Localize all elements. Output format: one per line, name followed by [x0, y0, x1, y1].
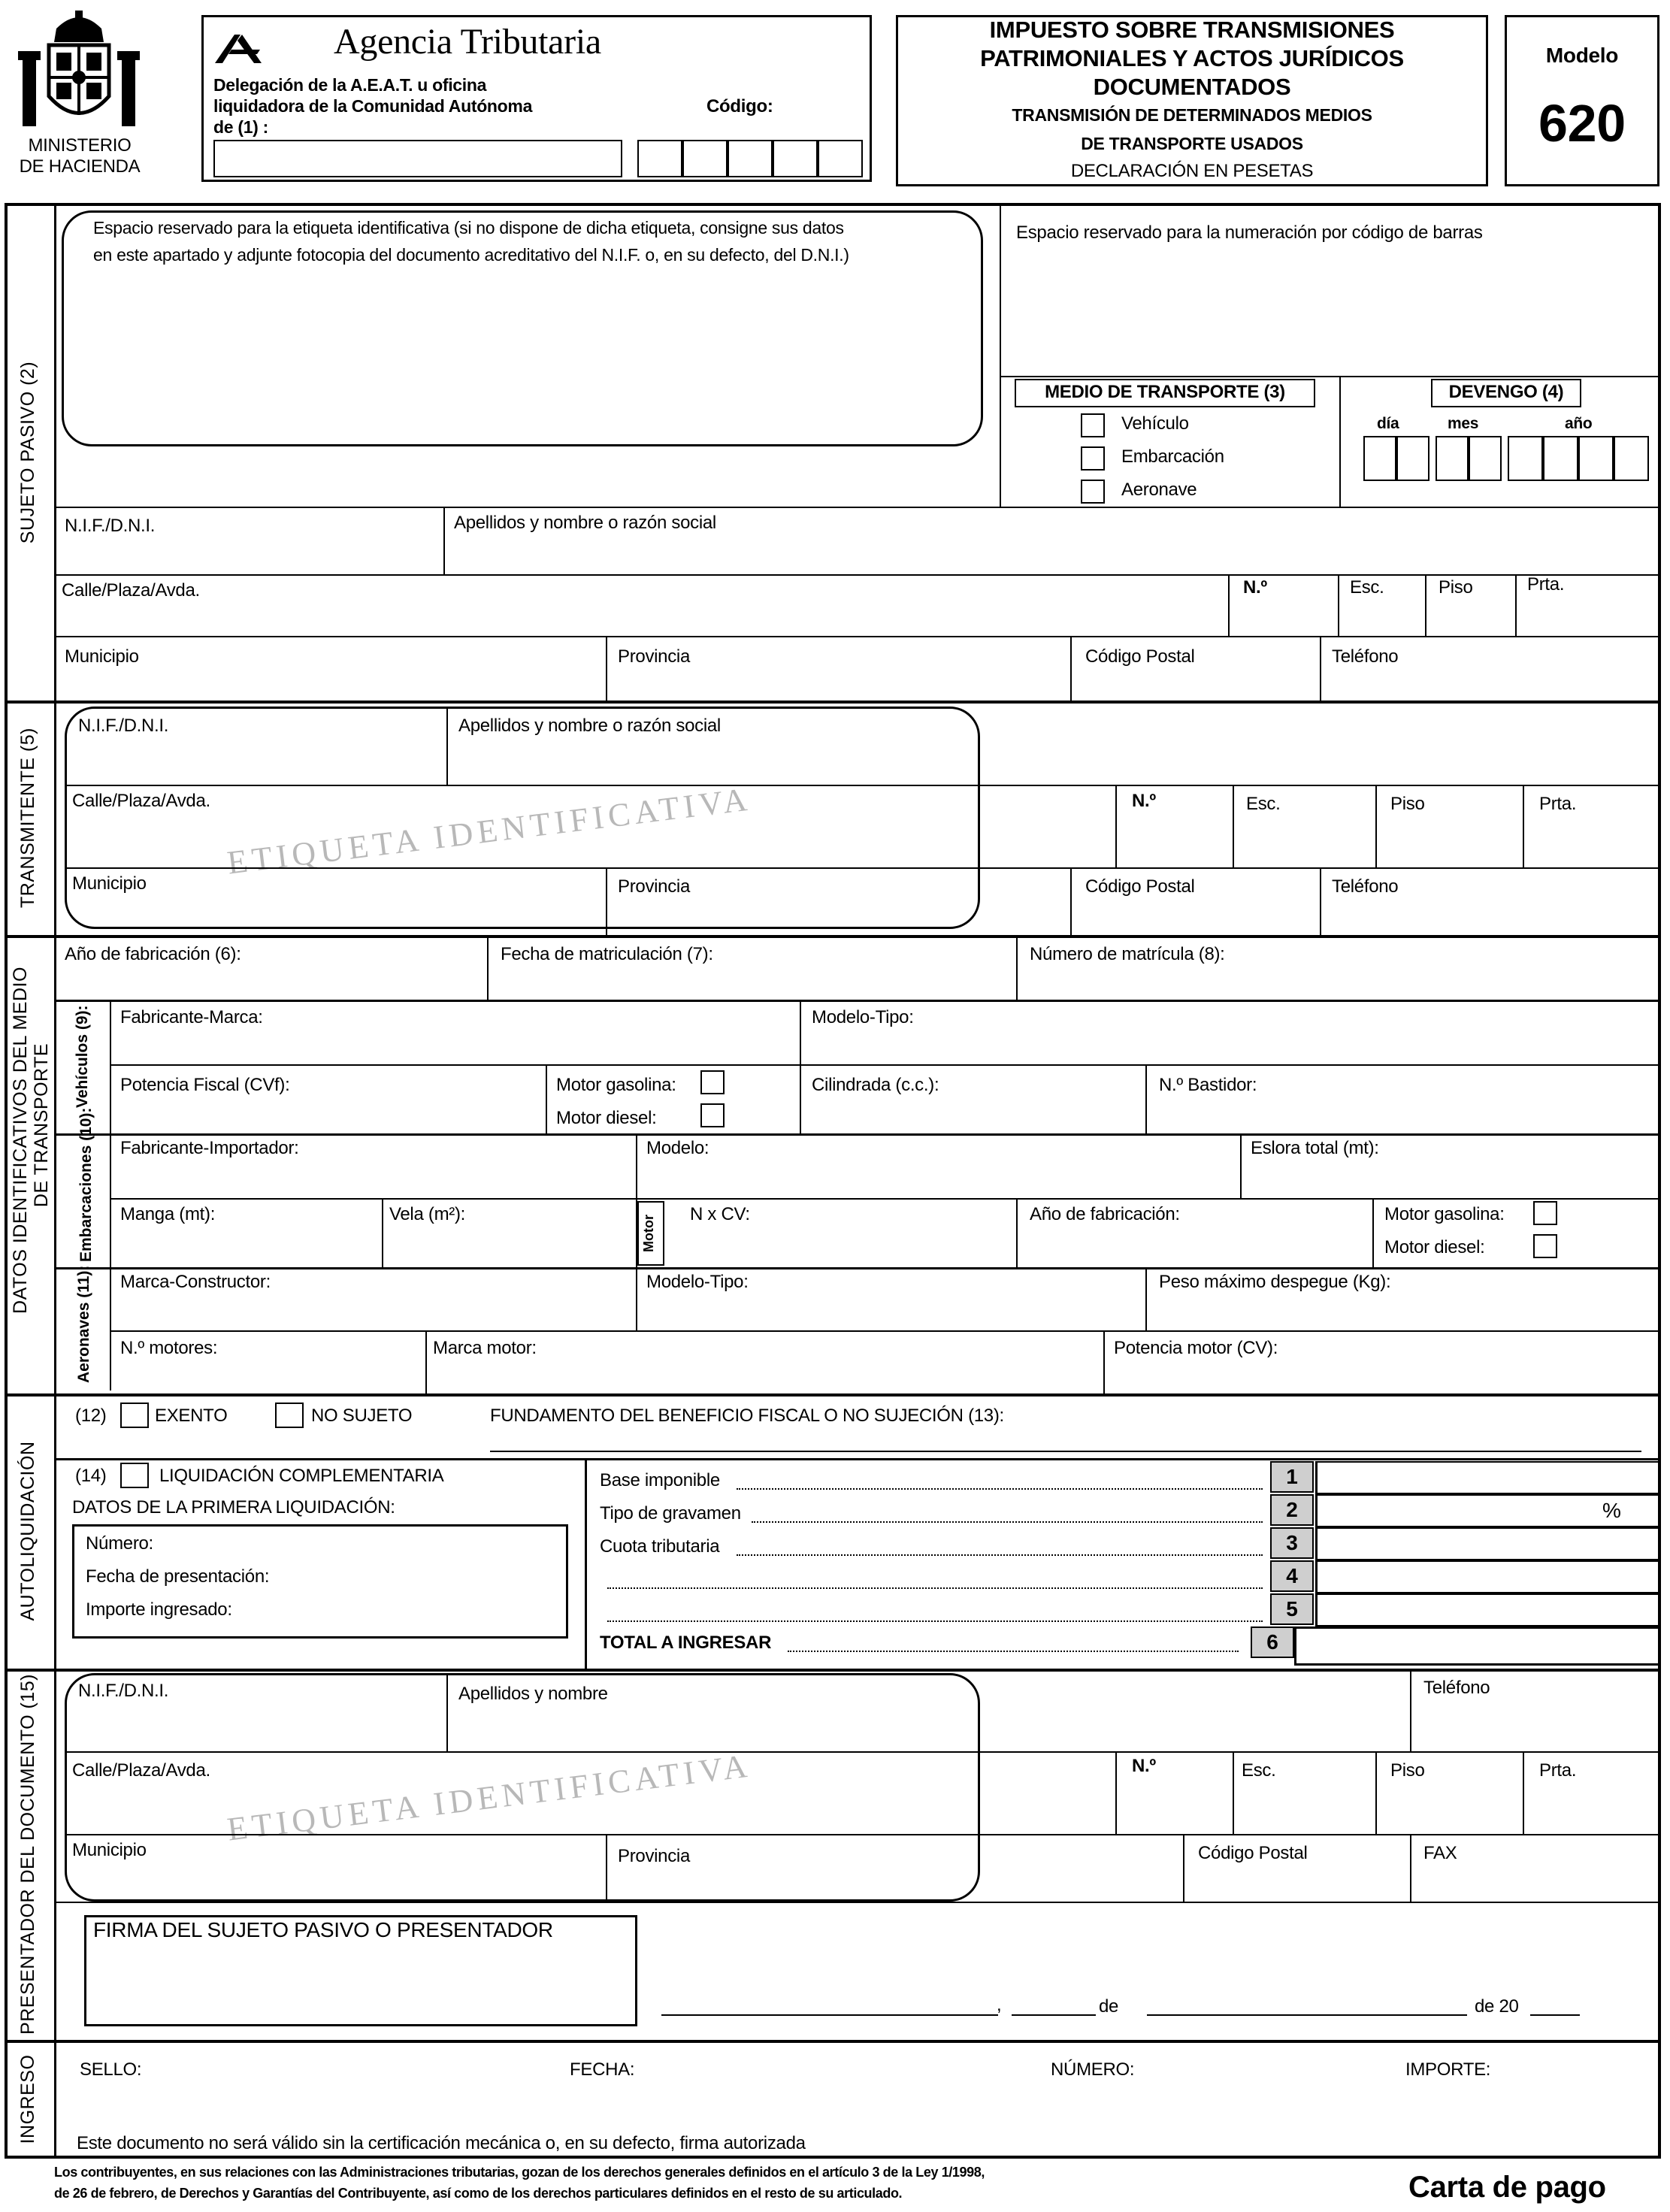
- marca-motor-label: Marca motor:: [433, 1338, 537, 1358]
- datos-row-divider: [110, 1198, 1661, 1200]
- tr-divider: [1115, 785, 1117, 867]
- sp-calle-label: Calle/Plaza/Avda.: [62, 580, 200, 601]
- sp-numero-label: N.º: [1243, 577, 1267, 598]
- medio-title: MEDIO DE TRANSPORTE (3): [1045, 382, 1285, 402]
- sp-telefono-label: Teléfono: [1332, 646, 1399, 667]
- numero-ingreso-label: NÚMERO:: [1051, 2059, 1135, 2080]
- subtitle-line-1: TRANSMISIÓN DE DETERMINADOS MEDIOS: [1012, 105, 1372, 125]
- pr-divider: [1410, 1669, 1411, 1751]
- tr-row-divider: [65, 867, 1661, 869]
- tr-calle-label: Calle/Plaza/Avda.: [72, 791, 210, 811]
- fecha-matric-label: Fecha de matriculación (7):: [501, 944, 713, 964]
- vehiculo-label: Vehículo: [1121, 413, 1189, 434]
- datos-divider: [800, 1064, 801, 1133]
- codigo-label: Código:: [706, 96, 773, 117]
- agency-name: Agencia Tributaria: [334, 22, 601, 62]
- datos-row-divider: [54, 1267, 1661, 1269]
- veh-motor-gasolina-label: Motor gasolina:: [556, 1075, 676, 1095]
- tr-prta-label: Prta.: [1539, 794, 1577, 814]
- datos-row-divider: [110, 1330, 1661, 1332]
- no-sujeto-label: NO SUJETO: [311, 1406, 413, 1426]
- datos-divider: [636, 1133, 637, 1198]
- carta-de-pago: Carta de pago: [1408, 2171, 1606, 2204]
- tr-apellidos-label: Apellidos y nombre o razón social: [458, 716, 721, 736]
- datos-divider: [1145, 1064, 1147, 1133]
- box-3-number: 3: [1270, 1527, 1314, 1559]
- sp-cp-label: Código Postal: [1085, 646, 1195, 667]
- pr-telefono-label: Teléfono: [1423, 1678, 1490, 1698]
- devengo-anio-input[interactable]: [1508, 436, 1649, 481]
- sp-divider: [1515, 574, 1517, 636]
- num-matricula-label: Número de matrícula (8):: [1030, 944, 1225, 964]
- sp-row-2-top: [54, 574, 1661, 576]
- pr-cp-label: Código Postal: [1198, 1843, 1308, 1863]
- cuota-tributaria-label: Cuota tributaria: [600, 1536, 720, 1557]
- tr-divider: [1070, 867, 1072, 935]
- pr-provincia-label: Provincia: [618, 1846, 691, 1866]
- num-12-label: (12): [75, 1406, 107, 1426]
- datos-divider: [1103, 1330, 1105, 1393]
- sp-divider: [1070, 636, 1072, 701]
- no-sujeto-checkbox[interactable]: [275, 1403, 304, 1428]
- sp-divider: [1425, 574, 1426, 636]
- dots-base-imponible: [737, 1488, 1263, 1490]
- sello-label: SELLO:: [80, 2059, 142, 2080]
- embarcaciones-label: Embarcaciones (10):: [77, 1107, 95, 1262]
- total-ingresar-label: TOTAL A INGRESAR: [600, 1633, 772, 1653]
- sp-esc-label: Esc.: [1350, 577, 1384, 598]
- sp-divider: [1338, 574, 1339, 636]
- emb-anio-fab-label: Año de fabricación:: [1030, 1204, 1180, 1224]
- tr-municipio-label: Municipio: [72, 873, 147, 894]
- fundamento-line[interactable]: [490, 1451, 1641, 1452]
- datos-divider: [1145, 1267, 1147, 1330]
- footer-legal-2: de 26 de febrero, de Derechos y Garantías del Contribuyente, así como de los derechos particulares definidos en el resto de su articulado.: [54, 2186, 903, 2201]
- devengo-title: DEVENGO (4): [1448, 382, 1564, 402]
- exento-checkbox[interactable]: [120, 1403, 149, 1428]
- section-divider-transmitente: [5, 701, 1661, 704]
- barcode-text: Espacio reservado para la numeración por código de barras: [1016, 222, 1483, 243]
- footer-legal-1: Los contribuyentes, en sus relaciones con las Administraciones tributarias, gozan de los derechos generales definidos en el artículo 3 de la Ley 1/1998,: [54, 2165, 985, 2180]
- sp-prta-label: Prta.: [1527, 574, 1565, 595]
- potencia-fiscal-label: Potencia Fiscal (CVf):: [120, 1075, 290, 1095]
- fabricante-importador-label: Fabricante-Importador:: [120, 1138, 299, 1158]
- aeronave-label: Aeronave: [1121, 480, 1197, 500]
- veh-motor-gasolina-checkbox[interactable]: [700, 1070, 725, 1094]
- veh-motor-diesel-checkbox[interactable]: [700, 1103, 725, 1127]
- datos-divider: [487, 935, 489, 1000]
- codigo-input[interactable]: [637, 140, 863, 177]
- potencia-motor-label: Potencia motor (CV):: [1114, 1338, 1278, 1358]
- pr-divider: [606, 1834, 607, 1902]
- section-title-datos-2: DE TRANSPORTE: [31, 1042, 52, 1208]
- devengo-anio-label: año: [1565, 415, 1593, 432]
- aer-modelo-tipo-label: Modelo-Tipo:: [646, 1272, 749, 1292]
- firma-label: FIRMA DEL SUJETO PASIVO O PRESENTADOR: [93, 1918, 553, 1941]
- fecha-presentacion-label: Fecha de presentación:: [86, 1566, 270, 1587]
- firma-year-line[interactable]: [1530, 2014, 1580, 2016]
- delegation-line-1: Delegación de la A.E.A.T. u oficina: [213, 75, 487, 95]
- box-4-number: 4: [1270, 1560, 1314, 1592]
- section-divider-datos: [5, 935, 1661, 938]
- datos-divider: [1372, 1198, 1374, 1267]
- firma-day-line[interactable]: [1012, 2014, 1096, 2016]
- tr-cp-label: Código Postal: [1085, 876, 1195, 897]
- importe-label: IMPORTE:: [1405, 2059, 1491, 2080]
- subtitle-line-2: DE TRANSPORTE USADOS: [1081, 134, 1303, 153]
- anio-fab-label: Año de fabricación (6):: [65, 944, 241, 964]
- num-14-label: (14): [75, 1466, 107, 1486]
- section-title-ingreso: INGRESO: [17, 2054, 38, 2144]
- datos-divider: [636, 1267, 637, 1330]
- peso-max-label: Peso máximo despegue (Kg):: [1159, 1272, 1391, 1292]
- emb-motor-gasolina-checkbox[interactable]: [1533, 1201, 1557, 1225]
- autoliq-row-divider: [54, 1458, 1661, 1460]
- nxcv-label: N x CV:: [690, 1204, 750, 1224]
- datos-divider: [1240, 1133, 1242, 1198]
- agency-logo-icon: [212, 30, 265, 68]
- fabricante-marca-label: Fabricante-Marca:: [120, 1007, 263, 1027]
- delegation-line-2: liquidadora de la Comunidad Autónoma: [213, 96, 533, 116]
- box-2-number: 2: [1270, 1494, 1314, 1526]
- pr-divider: [1410, 1834, 1411, 1902]
- tipo-gravamen-label: Tipo de gravamen: [600, 1503, 741, 1524]
- eslora-label: Eslora total (mt):: [1251, 1138, 1379, 1158]
- manga-label: Manga (mt):: [120, 1204, 216, 1224]
- marca-constructor-label: Marca-Constructor:: [120, 1272, 271, 1292]
- section-divider-autoliq: [5, 1393, 1661, 1396]
- pr-divider: [1523, 1751, 1524, 1834]
- etiqueta-text-2: en este apartado y adjunte fotocopia del documento acreditativo del N.I.F. o, en su defecto, del D.N.I.): [93, 245, 849, 265]
- box-6-number: 6: [1251, 1626, 1294, 1658]
- embarcacion-checkbox[interactable]: [1081, 446, 1105, 471]
- section-title-transmitente: TRANSMITENTE (5): [17, 728, 38, 908]
- coat-of-arms-emblem: [15, 6, 143, 134]
- vehiculo-checkbox[interactable]: [1081, 413, 1105, 437]
- tr-provincia-label: Provincia: [618, 876, 691, 897]
- tr-divider: [1523, 785, 1524, 867]
- pr-esc-label: Esc.: [1242, 1760, 1276, 1781]
- firma-place-line[interactable]: [661, 2014, 998, 2016]
- pr-divider: [1115, 1751, 1117, 1834]
- pr-prta-label: Prta.: [1539, 1760, 1577, 1781]
- datos-subcolumn-divider: [110, 1000, 111, 1390]
- sp-apellidos-label: Apellidos y nombre o razón social: [454, 513, 716, 533]
- emb-motor-diesel-label: Motor diesel:: [1384, 1237, 1485, 1257]
- pr-municipio-label: Municipio: [72, 1840, 147, 1860]
- sp-divider: [1320, 636, 1321, 701]
- barcode-divider: [1000, 203, 1001, 507]
- tr-telefono-label: Teléfono: [1332, 876, 1399, 897]
- firma-de20-label: de 20: [1475, 1996, 1519, 2017]
- box-1-number: 1: [1270, 1461, 1314, 1493]
- devengo-dia-input[interactable]: [1363, 436, 1429, 481]
- cilindrada-label: Cilindrada (c.c.):: [812, 1075, 939, 1095]
- pr-calle-label: Calle/Plaza/Avda.: [72, 1760, 210, 1781]
- tr-nif-label: N.I.F./D.N.I.: [78, 716, 169, 736]
- medio-devengo-divider: [1339, 376, 1341, 507]
- section-divider-presentador: [5, 1669, 1661, 1672]
- line-5-input[interactable]: [1315, 1593, 1661, 1626]
- devengo-mes-input[interactable]: [1436, 436, 1502, 481]
- dots-tipo-gravamen: [752, 1521, 1263, 1523]
- pr-divider: [1233, 1751, 1234, 1834]
- sp-row-3-top: [54, 636, 1661, 637]
- firma-comma: ,: [997, 1995, 1002, 2015]
- dots-line-4: [607, 1587, 1263, 1589]
- section-title-autoliquidacion: AUTOLIQUIDACIÓN: [17, 1441, 38, 1621]
- presentador-watermark: ETIQUETA IDENTIFICATIVA: [225, 1747, 754, 1848]
- vehiculos-label: Vehículos (9):: [74, 1005, 91, 1108]
- pr-divider: [1183, 1834, 1184, 1902]
- liq-complementaria-label: LIQUIDACIÓN COMPLEMENTARIA: [159, 1466, 444, 1486]
- sp-divider: [443, 507, 445, 574]
- etiqueta-text-1: Espacio reservado para la etiqueta identificativa (si no dispone de dicha etiqueta, consigne sus datos: [93, 218, 844, 238]
- base-imponible-label: Base imponible: [600, 1470, 720, 1490]
- tr-divider: [1375, 785, 1377, 867]
- datos-row-divider: [54, 1133, 1661, 1136]
- tr-divider: [606, 867, 607, 935]
- delegation-input[interactable]: [213, 140, 622, 177]
- devengo-mes-label: mes: [1448, 415, 1479, 432]
- section-divider-ingreso: [5, 2040, 1661, 2043]
- section-title-datos: DATOS IDENTIFICATIVOS DEL MEDIO: [10, 967, 31, 1314]
- datos-divider: [800, 1000, 801, 1064]
- fecha-label: FECHA:: [570, 2059, 635, 2080]
- datos-divider: [425, 1330, 427, 1393]
- sp-row-1-top: [54, 507, 1661, 508]
- emb-modelo-label: Modelo:: [646, 1138, 709, 1158]
- transmitente-watermark: ETIQUETA IDENTIFICATIVA: [225, 780, 754, 882]
- box-5-number: 5: [1270, 1593, 1314, 1625]
- firma-month-line[interactable]: [1147, 2014, 1467, 2016]
- dots-total: [788, 1651, 1239, 1652]
- title-line-2: PATRIMONIALES Y ACTOS JURÍDICOS: [980, 45, 1404, 71]
- tr-numero-label: N.º: [1132, 791, 1156, 811]
- sp-nif-label: N.I.F./D.N.I.: [65, 516, 156, 536]
- currency-line: DECLARACIÓN EN PESETAS: [1070, 161, 1314, 181]
- ministry-line-1: MINISTERIO: [28, 135, 132, 156]
- delegation-line-3: de (1) :: [213, 117, 268, 137]
- tr-piso-label: Piso: [1390, 794, 1425, 814]
- emb-motor-diesel-checkbox[interactable]: [1533, 1234, 1557, 1258]
- line-4-input[interactable]: [1315, 1560, 1661, 1593]
- aeronaves-label: Aeronaves (11):: [75, 1265, 92, 1383]
- dots-line-5: [607, 1620, 1263, 1622]
- tr-divider: [1233, 785, 1234, 867]
- sp-municipio-label: Municipio: [65, 646, 139, 667]
- emb-motor-gasolina-label: Motor gasolina:: [1384, 1204, 1505, 1224]
- datos-divider: [546, 1064, 547, 1133]
- embarcacion-label: Embarcación: [1121, 446, 1224, 467]
- datos-divider: [1016, 935, 1018, 1000]
- exento-label: EXENTO: [155, 1406, 228, 1426]
- section-title-presentador: PRESENTADOR DEL DOCUMENTO (15): [17, 1674, 38, 2035]
- fundamento-label: FUNDAMENTO DEL BENEFICIO FISCAL O NO SUJECIÓN (13):: [490, 1406, 1004, 1426]
- datos-row-divider: [54, 1000, 1661, 1002]
- sp-piso-label: Piso: [1439, 577, 1473, 598]
- numero-label: Número:: [86, 1533, 153, 1554]
- tr-divider: [446, 707, 448, 785]
- modelo-number: 620: [1538, 94, 1626, 153]
- pr-row-divider: [54, 1902, 1661, 1903]
- title-line-1: IMPUESTO SOBRE TRANSMISIONES: [989, 17, 1395, 43]
- ingreso-note: Este documento no será válido sin la certificación mecánica o, en su defecto, firma autorizada: [77, 2133, 806, 2153]
- num-motores-label: N.º motores:: [120, 1338, 218, 1358]
- datos-primera-label: DATOS DE LA PRIMERA LIQUIDACIÓN:: [72, 1497, 395, 1518]
- datos-row-divider: [110, 1064, 1661, 1066]
- dots-cuota-tributaria: [737, 1554, 1263, 1556]
- pr-row-divider: [65, 1751, 1661, 1753]
- autoliq-column-divider: [585, 1458, 587, 1669]
- pr-divider: [446, 1673, 448, 1751]
- pr-piso-label: Piso: [1390, 1760, 1425, 1781]
- datos-divider: [1016, 1198, 1018, 1267]
- percent-sign: %: [1602, 1499, 1621, 1522]
- pr-nif-label: N.I.F./D.N.I.: [78, 1681, 169, 1701]
- veh-motor-diesel-label: Motor diesel:: [556, 1108, 657, 1128]
- liq-complementaria-checkbox[interactable]: [120, 1463, 149, 1488]
- devengo-dia-label: día: [1377, 415, 1399, 432]
- sp-divider: [1228, 574, 1230, 636]
- pr-numero-label: N.º: [1132, 1756, 1156, 1776]
- ministry-line-2: DE HACIENDA: [19, 156, 141, 177]
- modelo-tipo-label: Modelo-Tipo:: [812, 1007, 914, 1027]
- barcode-bottom: [1000, 376, 1661, 377]
- modelo-label: Modelo: [1545, 44, 1619, 67]
- aeronave-checkbox[interactable]: [1081, 480, 1105, 504]
- pr-fax-label: FAX: [1423, 1843, 1457, 1863]
- tr-row-divider: [65, 785, 1661, 786]
- base-imponible-input[interactable]: [1315, 1461, 1661, 1494]
- sp-provincia-label: Provincia: [618, 646, 691, 667]
- importe-ingresado-label: Importe ingresado:: [86, 1599, 232, 1620]
- cuota-tributaria-input[interactable]: [1315, 1527, 1661, 1560]
- total-ingresar-input[interactable]: [1294, 1626, 1661, 1666]
- pr-row-divider: [65, 1834, 1661, 1835]
- firma-de-label: de: [1099, 1996, 1119, 2017]
- motor-side-label: Motor: [641, 1215, 656, 1252]
- pr-divider: [1375, 1751, 1377, 1834]
- sp-divider: [606, 636, 607, 701]
- pr-apellidos-label: Apellidos y nombre: [458, 1684, 608, 1704]
- title-line-3: DOCUMENTADOS: [1093, 74, 1291, 100]
- tr-divider: [1320, 867, 1321, 935]
- bastidor-label: N.º Bastidor:: [1159, 1075, 1257, 1095]
- datos-divider: [382, 1198, 383, 1267]
- section-title-sujeto-pasivo: SUJETO PASIVO (2): [17, 361, 38, 544]
- tr-esc-label: Esc.: [1246, 794, 1281, 814]
- vela-label: Vela (m²):: [389, 1204, 466, 1224]
